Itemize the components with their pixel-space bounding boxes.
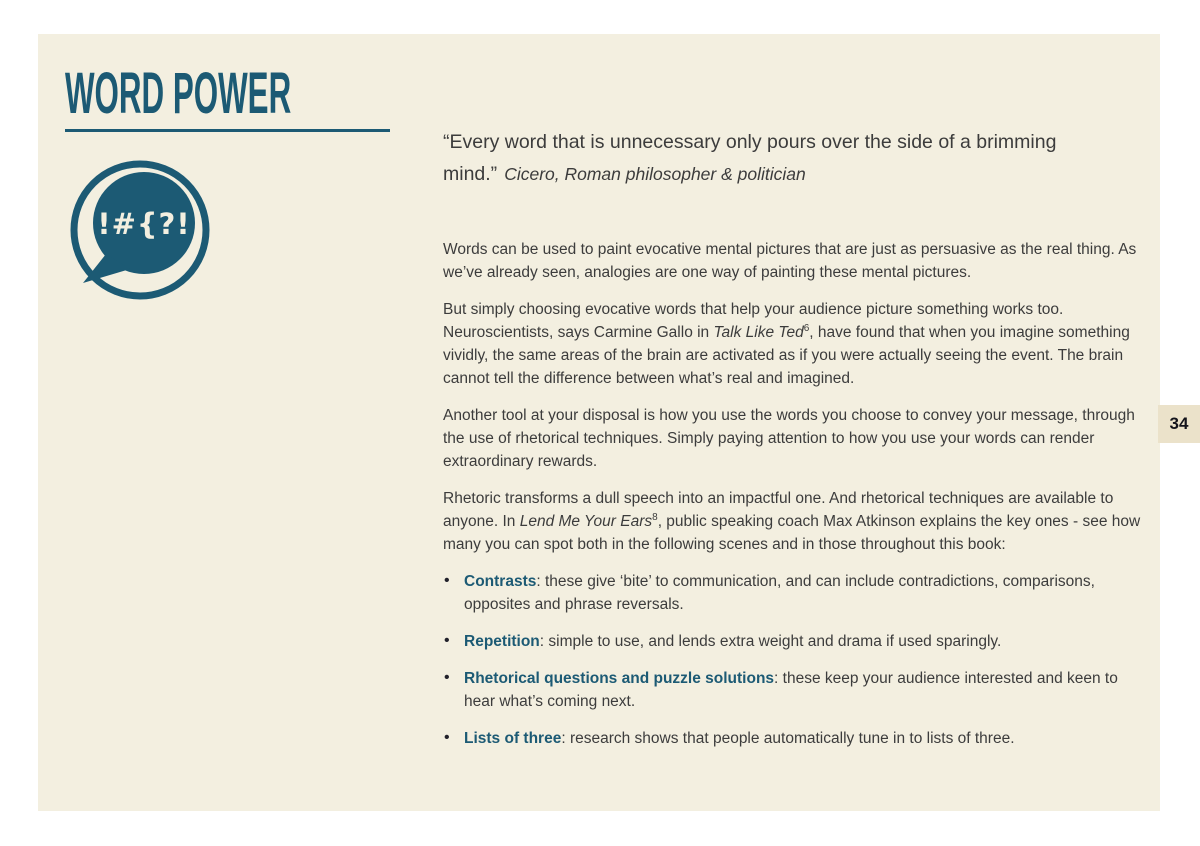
paragraph (443, 298, 1141, 390)
page-number: 34 (1169, 414, 1189, 433)
paragraph (443, 404, 1141, 473)
title-underline (65, 129, 390, 132)
quote-text: “Every word that is unnecessary only pours over the side of a brimming mind.” (443, 131, 1057, 185)
paragraph-text: Another tool at your disposal is how you use the words you choose to convey your message, through the use of rhetorical techniques. Simply paying attention to how you use your words can render extraordinary rewards. (443, 407, 1135, 470)
bullet-term: Rhetorical questions and puzzle solutions (464, 670, 775, 687)
paragraph-text: But simply choosing evocative words that help your audience picture something works too. Neuroscientists, says Carmine Gallo in (443, 301, 1064, 341)
bullet-term: Repetition (464, 633, 540, 650)
main-text-column (443, 126, 1141, 764)
bullet-term: Contrasts (464, 573, 537, 590)
list-item (443, 727, 1141, 750)
list-item (443, 630, 1141, 653)
bullet-text: : these give ‘bite’ to communication, and can include contradictions, comparisons, opposites and phrase reversals. (464, 573, 1095, 613)
bullet-text: : research shows that people automatically tune in to lists of three. (561, 730, 1015, 747)
icon-glyphs: !#{?! (97, 207, 191, 241)
book-title-italic: Talk Like Ted (713, 324, 804, 341)
quote-attribution: Cicero, Roman philosopher & politician (504, 164, 806, 184)
bullet-icon: • (444, 572, 450, 589)
paragraph (443, 238, 1141, 284)
list-item (443, 570, 1141, 616)
bullet-text: : these keep your audience interested and keen to hear what’s coming next. (464, 670, 1118, 710)
footnote-ref: 8 (652, 511, 658, 523)
list-item (443, 667, 1141, 713)
book-title-italic: Lend Me Your Ears (519, 513, 653, 530)
speech-bubble-symbols-icon (68, 152, 218, 312)
bullet-icon: • (444, 729, 450, 746)
paragraph-text: Rhetoric transforms a dull speech into an impactful one. And rhetorical techniques are available to anyone. In (443, 490, 1114, 530)
book-page (38, 34, 1160, 811)
paragraph (443, 487, 1141, 556)
bullet-icon: • (444, 669, 450, 686)
bullet-text: : simple to use, and lends extra weight and drama if used sparingly. (539, 633, 1002, 650)
page-number-tab (1158, 405, 1200, 443)
bullet-list (443, 570, 1141, 750)
paragraph-text: Words can be used to paint evocative mental pictures that are just as persuasive as the real thing. As we’ve already seen, analogies are one way of painting these mental pictures. (443, 241, 1137, 281)
footnote-ref: 6 (803, 322, 810, 334)
quote (443, 126, 1141, 190)
body-paragraphs (443, 238, 1141, 556)
paragraph-text: , have found that when you imagine something vividly, the same areas of the brain are activated as if you were actually seeing the event. The brain cannot tell the difference between what’s real and imagined. (443, 324, 1130, 387)
bullet-icon: • (444, 632, 450, 649)
paragraph-text: , public speaking coach Max Atkinson explains the key ones - see how many you can spot both in the following scenes and in those throughout this book: (443, 513, 1141, 553)
bullet-term: Lists of three (464, 730, 562, 747)
page-title: WORD POWER (65, 61, 292, 126)
